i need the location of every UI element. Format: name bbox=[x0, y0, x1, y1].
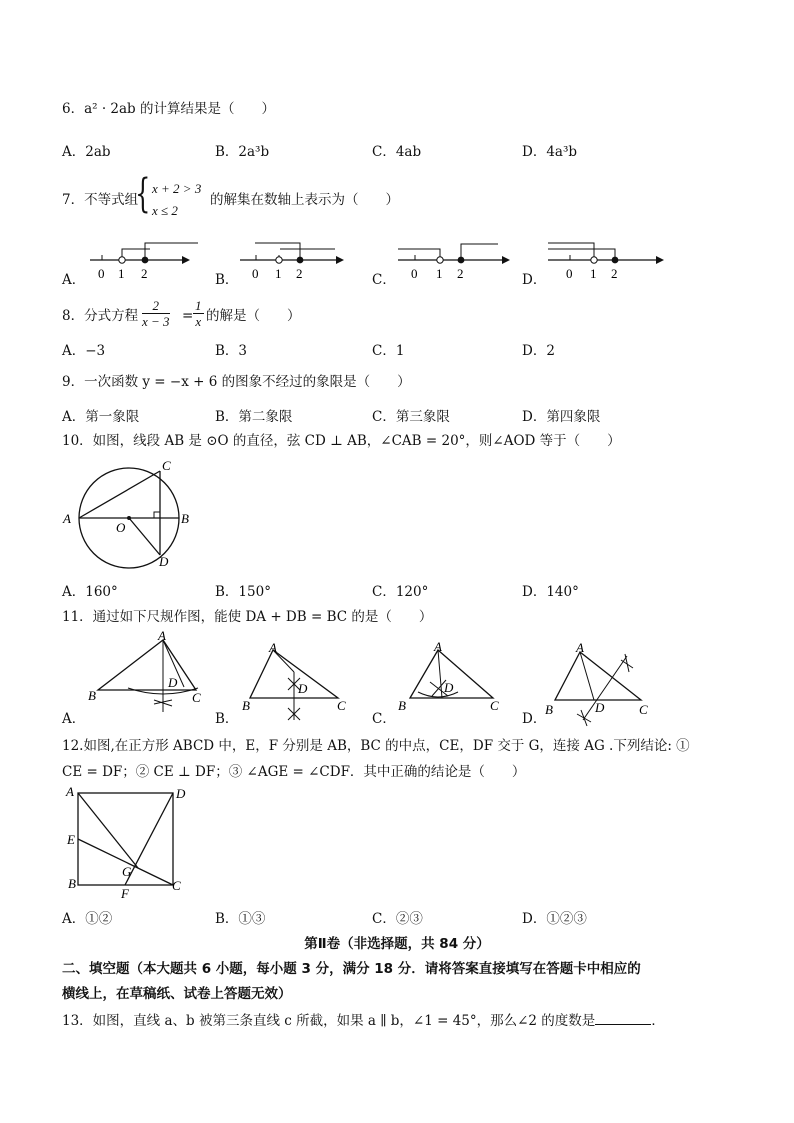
answer-blank[interactable] bbox=[595, 1012, 651, 1025]
q8-option-a: A．−3 bbox=[62, 343, 106, 359]
label-c: C bbox=[192, 690, 201, 705]
tick-label-0: 0 bbox=[411, 266, 418, 281]
q8-frac1-den: x − 3 bbox=[142, 314, 170, 329]
q7-suffix: 的解集在数轴上表示为（ ） bbox=[210, 192, 399, 208]
label-a: A bbox=[63, 511, 71, 526]
q8-frac1-num: 2 bbox=[142, 298, 170, 314]
q10-option-a: A．160° bbox=[62, 584, 118, 600]
q10-option-d: D．140° bbox=[522, 584, 579, 600]
label-g: G bbox=[122, 864, 132, 879]
q9-option-b: B．第二象限 bbox=[215, 409, 293, 425]
label-b: B bbox=[545, 702, 553, 717]
label-e: E bbox=[67, 832, 75, 847]
label-d: D bbox=[159, 554, 169, 569]
label-b: B bbox=[181, 511, 189, 526]
q7-number-line-b bbox=[240, 236, 350, 286]
section-title: 第Ⅱ卷（非选择题，共 84 分） bbox=[304, 936, 490, 952]
q8-frac2-num: 1 bbox=[195, 298, 202, 313]
q7-option-a: A． bbox=[62, 272, 86, 288]
label-a: A bbox=[269, 640, 277, 655]
label-c: C bbox=[639, 702, 648, 717]
label-c: C bbox=[337, 698, 346, 713]
q12-option-a: A．①② bbox=[62, 911, 113, 927]
q11-figure-a bbox=[88, 628, 213, 722]
tick-label-1: 1 bbox=[118, 266, 125, 281]
q7-number-line-c bbox=[398, 236, 518, 286]
q6-option-b: B．2a³b bbox=[215, 144, 270, 160]
q11-option-d: D． bbox=[522, 711, 547, 727]
q8-suffix: 的解是（ ） bbox=[206, 308, 301, 324]
q8-frac2-den: x bbox=[195, 314, 202, 329]
q11-option-a: A． bbox=[62, 711, 86, 727]
system-brace: { bbox=[135, 171, 151, 217]
tick-label-2: 2 bbox=[457, 266, 464, 281]
q9-option-a: A．第一象限 bbox=[62, 409, 140, 425]
label-d: D bbox=[176, 786, 186, 801]
q6-option-c: C．4ab bbox=[372, 144, 422, 160]
q11-option-b: B． bbox=[215, 711, 239, 727]
q7-system-line1: x + 2 > 3 bbox=[152, 181, 202, 196]
q11-option-c: C． bbox=[372, 711, 396, 727]
q13-text: 13．如图，直线 a、b 被第三条直线 c 所截，如果 a ∥ b，∠1 = 45°，那么∠2 的度数是 bbox=[62, 1013, 596, 1029]
label-b: B bbox=[88, 688, 96, 703]
label-a: A bbox=[66, 784, 74, 799]
label-b: B bbox=[242, 698, 250, 713]
q11-stem: 11．通过如下尺规作图，能使 DA + DB = BC 的是（ ） bbox=[62, 609, 433, 625]
tick-label-0: 0 bbox=[566, 266, 573, 281]
q7-number-line-a bbox=[90, 236, 200, 286]
q13-stem bbox=[62, 1012, 665, 1030]
q8-option-c: C．1 bbox=[372, 343, 405, 359]
section-heading-line1: 二、填空题（本大题共 6 小题，每小题 3 分，满分 18 分．请将答案直接填写在答题卡中相应的 bbox=[62, 961, 641, 977]
q11-figure-c bbox=[398, 640, 508, 725]
tick-label-2: 2 bbox=[611, 266, 618, 281]
q12-option-c: C．②③ bbox=[372, 911, 423, 927]
q12-option-d: D．①②③ bbox=[522, 911, 587, 927]
label-d: D bbox=[168, 675, 178, 690]
q8-option-b: B．3 bbox=[215, 343, 248, 359]
q6-option-a: A．2ab bbox=[62, 144, 111, 160]
label-d: D bbox=[298, 681, 308, 696]
q7-option-d: D． bbox=[522, 272, 547, 288]
q7-option-b: B． bbox=[215, 272, 239, 288]
q7-prefix: 7．不等式组 bbox=[62, 192, 139, 208]
tick-label-2: 2 bbox=[296, 266, 303, 281]
q12-stem-line1: 12.如图,在正方形 ABCD 中，E，F 分别是 AB，BC 的中点，CE，DF 交于 G，连接 AG .下列结论: ① bbox=[62, 738, 690, 754]
q12-square-figure bbox=[62, 782, 197, 902]
q8-option-d: D．2 bbox=[522, 343, 555, 359]
label-o: O bbox=[116, 520, 126, 535]
q13-end: ． bbox=[651, 1013, 665, 1029]
q10-stem: 10．如图，线段 AB 是 ⊙O 的直径，弦 CD ⊥ AB，∠CAB = 20°，则∠AOD 等于（ ） bbox=[62, 433, 621, 449]
tick-label-2: 2 bbox=[141, 266, 148, 281]
q10-circle-figure bbox=[62, 458, 202, 573]
label-a: A bbox=[576, 640, 584, 655]
q12-option-b: B．①③ bbox=[215, 911, 266, 927]
tick-label-1: 1 bbox=[275, 266, 282, 281]
tick-label-1: 1 bbox=[436, 266, 443, 281]
label-a: A bbox=[158, 628, 166, 643]
q8-fraction-2 bbox=[193, 298, 204, 329]
label-c: C bbox=[172, 878, 181, 893]
tick-label-1: 1 bbox=[590, 266, 597, 281]
q7-number-line-d bbox=[548, 236, 673, 286]
label-c: C bbox=[490, 698, 499, 713]
label-b: B bbox=[68, 876, 76, 891]
q6-option-d: D．4a³b bbox=[522, 144, 578, 160]
q9-option-d: D．第四象限 bbox=[522, 409, 601, 425]
label-b: B bbox=[398, 698, 406, 713]
q10-option-b: B．150° bbox=[215, 584, 271, 600]
q8-prefix: 8．分式方程 bbox=[62, 308, 139, 324]
q8-fraction-1 bbox=[142, 298, 170, 329]
tick-label-0: 0 bbox=[98, 266, 105, 281]
tick-label-0: 0 bbox=[252, 266, 259, 281]
q11-figure-b bbox=[240, 640, 355, 725]
q10-option-c: C．120° bbox=[372, 584, 429, 600]
q8-equals: = bbox=[182, 308, 194, 324]
q7-option-c: C． bbox=[372, 272, 396, 288]
q11-figure-d bbox=[545, 640, 660, 725]
q9-stem: 9．一次函数 y = −x + 6 的图象不经过的象限是（ ） bbox=[62, 374, 411, 390]
q6-stem: 6．a² · 2ab 的计算结果是（ ） bbox=[62, 101, 275, 117]
label-a: A bbox=[434, 639, 442, 654]
label-f: F bbox=[121, 886, 129, 901]
label-c: C bbox=[162, 458, 171, 473]
q9-option-c: C．第三象限 bbox=[372, 409, 450, 425]
section-heading-line2: 横线上，在草稿纸、试卷上答题无效） bbox=[62, 986, 292, 1002]
label-d: D bbox=[444, 680, 454, 695]
q12-stem-line2: CE = DF；② CE ⊥ DF；③ ∠AGE = ∠CDF．其中正确的结论是（ ） bbox=[62, 764, 526, 780]
q7-system-line2: x ≤ 2 bbox=[152, 203, 178, 218]
label-d: D bbox=[595, 700, 605, 715]
